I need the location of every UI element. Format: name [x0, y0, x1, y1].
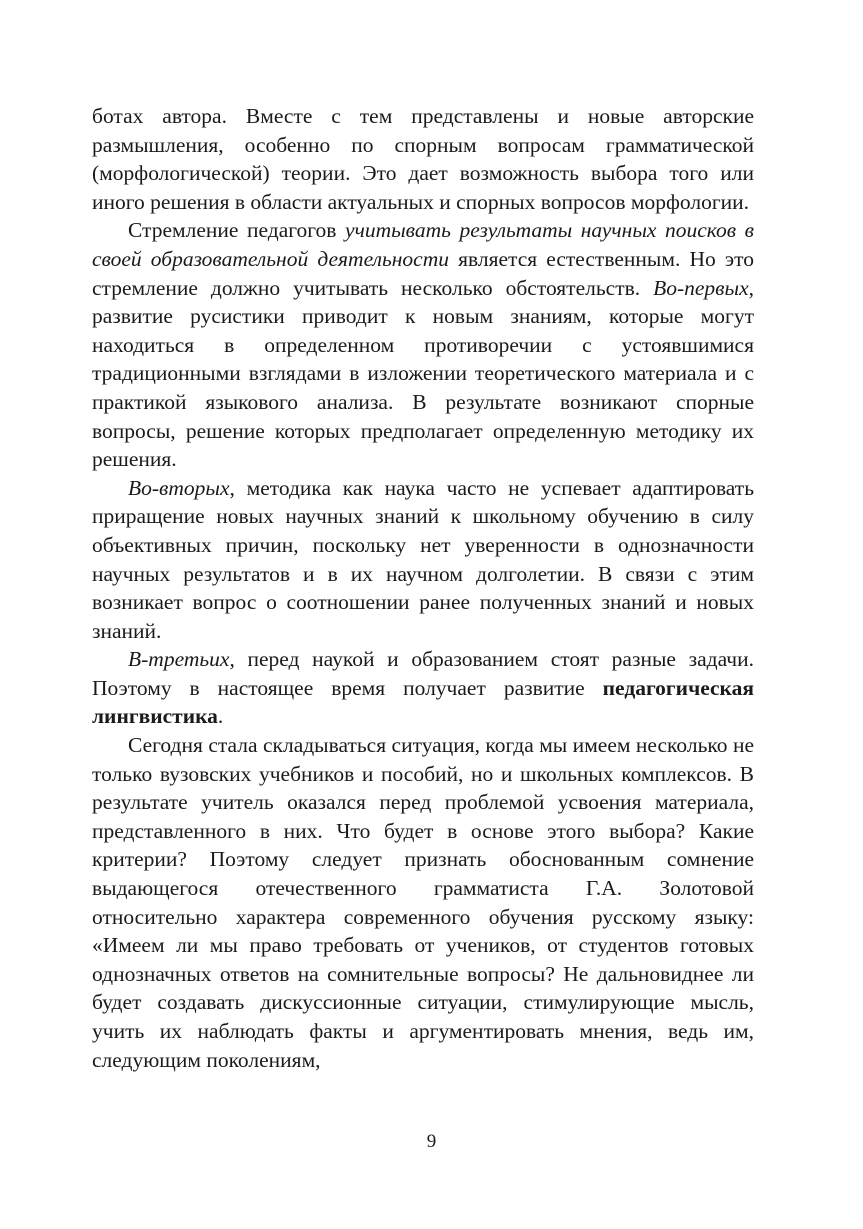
paragraph-4-emphasis: В-третьих: [128, 647, 230, 672]
paragraph-3: [92, 474, 754, 646]
paragraph-4-bold-term: педагогическая лингвистика: [92, 675, 754, 729]
paragraph-2: [92, 216, 754, 473]
paragraph-2-text: является естественным. Но это стремление должно учитывать несколько обстоятельств.: [92, 246, 755, 300]
page-number: 9: [426, 1131, 437, 1152]
paragraph-4-text: .: [217, 704, 224, 729]
page-body: [92, 102, 754, 1074]
paragraph-2-emphasis: Во-первых: [653, 275, 749, 300]
paragraph-1: [92, 102, 754, 216]
paragraph-4-text: , перед наукой и образованием стоят разные задачи. Поэтому в настоящее время получает развитие: [92, 647, 754, 700]
paragraph-5: [92, 731, 754, 1074]
paragraph-2-text: Стремление педагогов: [128, 218, 346, 243]
paragraph-3-emphasis: Во-вторых: [128, 475, 230, 500]
paragraph-2-text: , развитие русистики приводит к новым знаниям, которые могут находиться в определенном противоречии с устоявшимися традиционными взглядами в изложении теоретического материала и с практикой языкового анализа. В результате возникают спорные вопросы, решение которых предполагает определенную методику их решения.: [92, 275, 754, 472]
paragraph-1-text: ботах автора. Вместе с тем представлены и новые авторские размышления, особенно по спорным вопросам грамматической (морфологической) теории. Это дает возможность выбора того или иного решения в области актуальных и спорных вопросов морфологии.: [92, 104, 754, 214]
paragraph-4: [92, 645, 754, 731]
paragraph-5-text: Сегодня стала складываться ситуация, когда мы имеем несколько не только вузовских учебников и пособий, но и школьных комплексов. В результате учитель оказался перед проблемой усвоения материала, представленного в них. Что будет в основе этого выбора? Какие критерии? Поэтому следует признать обоснованным сомнение выдающегося отечественного грамматиста Г.А. Золотовой относительно характера современного обучения русскому языку: «Имеем ли мы право требовать от учеников, от студентов готовых однозначных ответов на сомнительные вопросы? Не дальновиднее ли будет создавать дискуссионные ситуации, стимулирующие мысль, учить их наблюдать факты и аргументировать мнения, ведь им, следующим поколениям,: [92, 733, 754, 1072]
paragraph-2-emphasis: учитывать результаты научных поисков в своей образовательной деятельности: [92, 218, 755, 271]
paragraph-3-text: , методика как наука часто не успевает адаптировать приращение новых научных знаний к школьному обучению в силу объективных причин, поскольку нет уверенности в однозначности научных результатов и в их научном долголетии. В связи с этим возникает вопрос о соотношении ранее полученных знаний и новых знаний.: [92, 475, 754, 643]
